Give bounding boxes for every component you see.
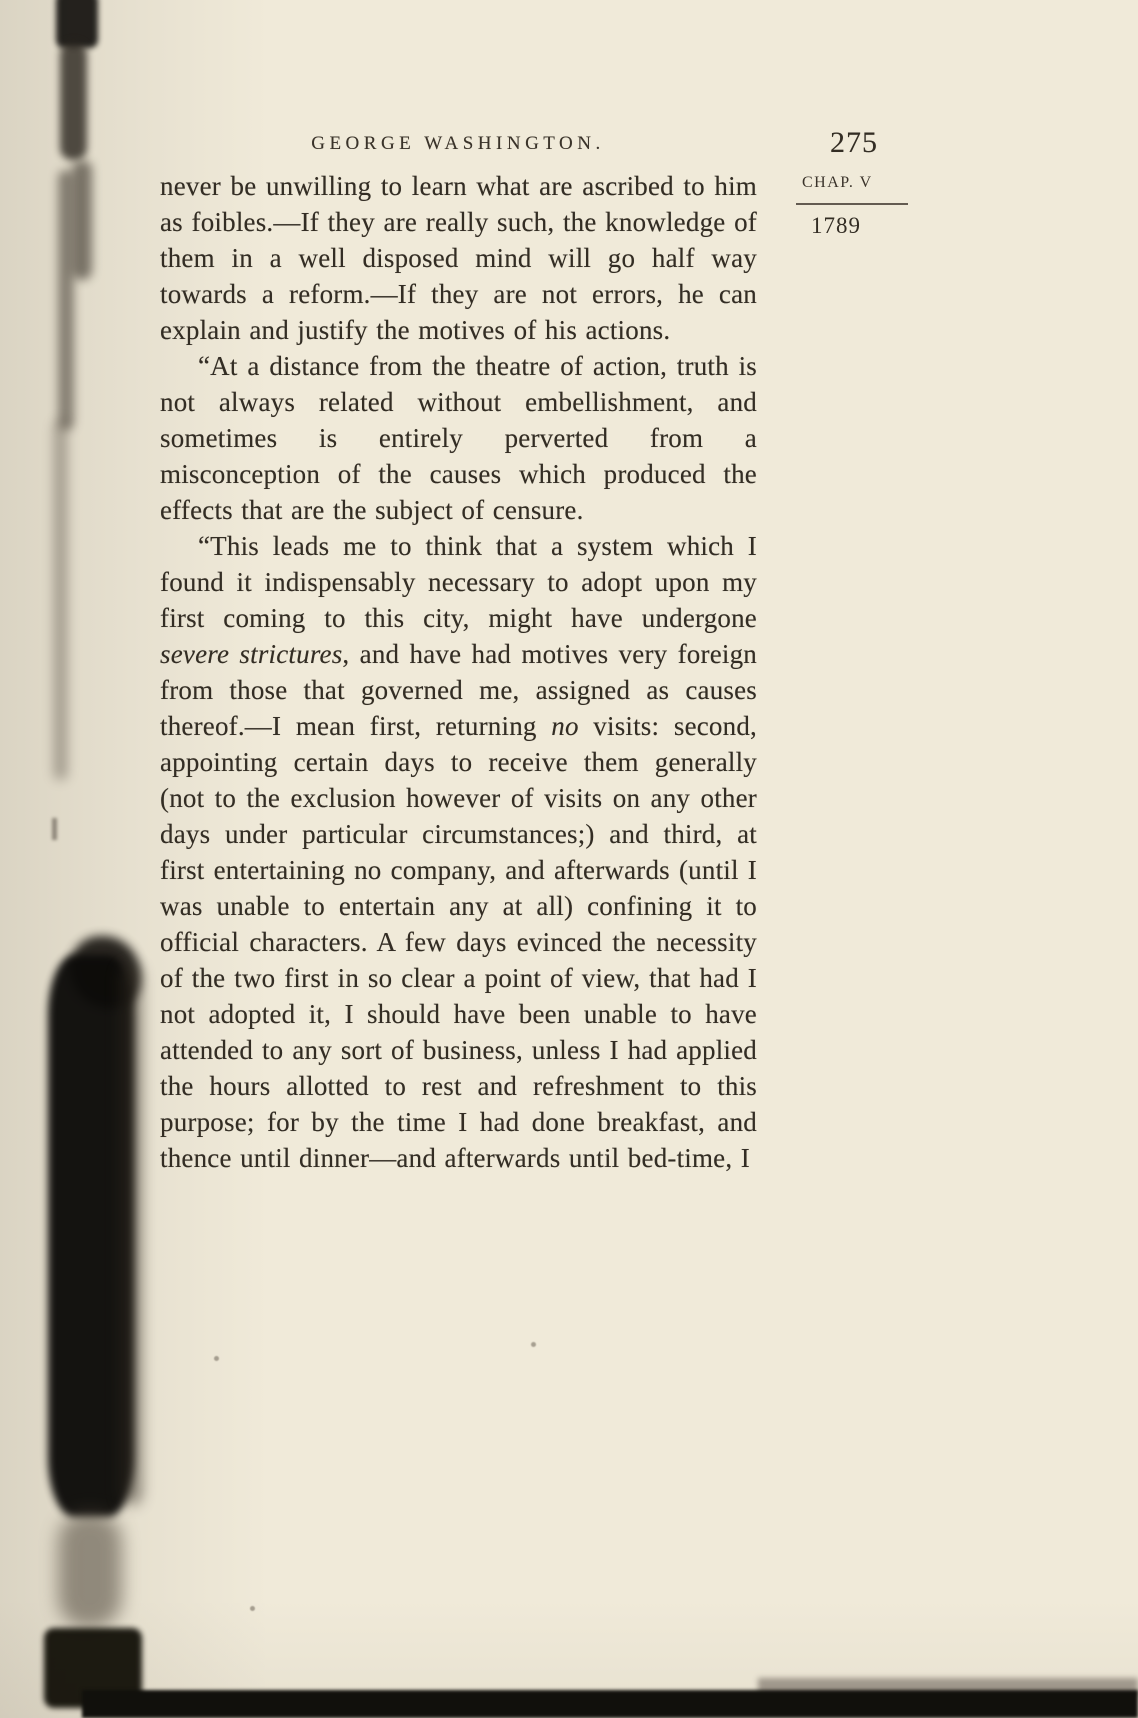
scan-tick-mark <box>52 818 57 840</box>
margin-rule <box>796 203 908 205</box>
running-title: GEORGE WASHINGTON. <box>311 133 605 154</box>
margin-note <box>796 174 912 239</box>
scan-speck <box>250 1606 255 1611</box>
scan-smudge-top <box>56 0 98 48</box>
text-run: “At a distance from the theatre of action, truth is not always related without embellishment, and sometimes is entirely perverted from a misconception of the causes which produced the effects that are the subject of censure. <box>160 351 757 525</box>
scan-corner-block <box>44 1628 142 1708</box>
text-run: visits: second, appointing certain days to receive them generally (not to the exclusion however of visits on any other days under particular circumstances;) and third, at first entertaining no company, and afterwards (until I was unable to entertain any at all) confining it to official characters. A few days evinced the necessity of the two first in so clear a point of view, that had I not adopted it, I should have been unable to have attended to any sort of business, unless I had applied the hours allotted to rest and refreshment to this purpose; for by the time I had done breakfast, and thence until dinner—and afterwards until bed-time, I <box>160 711 757 1173</box>
year-label: 1789 <box>811 213 861 238</box>
scan-ink-blob-edge <box>120 965 142 1505</box>
scan-ink-blob-cap <box>70 936 140 1008</box>
text-run: “This leads me to think that a system which I found it indispensably necessary to adopt upon my first coming to this city, might have undergone <box>160 531 757 633</box>
scan-smudge-top-3 <box>72 160 92 280</box>
paragraph <box>160 168 757 348</box>
text-run: , and have had motives very foreign from those that governed me, assigned as causes thereof.—I mean first, returning <box>160 639 757 741</box>
body-text <box>160 168 757 1176</box>
italic-text-run: severe strictures <box>160 639 343 669</box>
paragraph <box>160 528 757 1176</box>
scan-streak-middle <box>54 420 67 780</box>
scan-streak-upper <box>58 170 74 430</box>
scan-bottom-gray-strip <box>758 1678 1138 1696</box>
scan-smudge-top-2 <box>60 42 87 160</box>
scan-speck <box>531 1342 536 1347</box>
italic-text-run: no <box>551 711 579 741</box>
scan-smudge-lower <box>58 1512 122 1628</box>
scan-ink-blob <box>48 955 134 1517</box>
scan-bottom-black-bar <box>82 1690 1138 1718</box>
text-run: never be unwilling to learn what are ascribed to him as foibles.—If they are really such, the knowledge of them in a well disposed mind will go half way towards a reform.—If they are not errors, he can explain and justify the motives of his actions. <box>160 171 757 345</box>
paragraph <box>160 348 757 528</box>
chapter-label: CHAP. V <box>802 174 873 191</box>
page-number: 275 <box>830 126 878 159</box>
scan-speck <box>214 1356 219 1361</box>
